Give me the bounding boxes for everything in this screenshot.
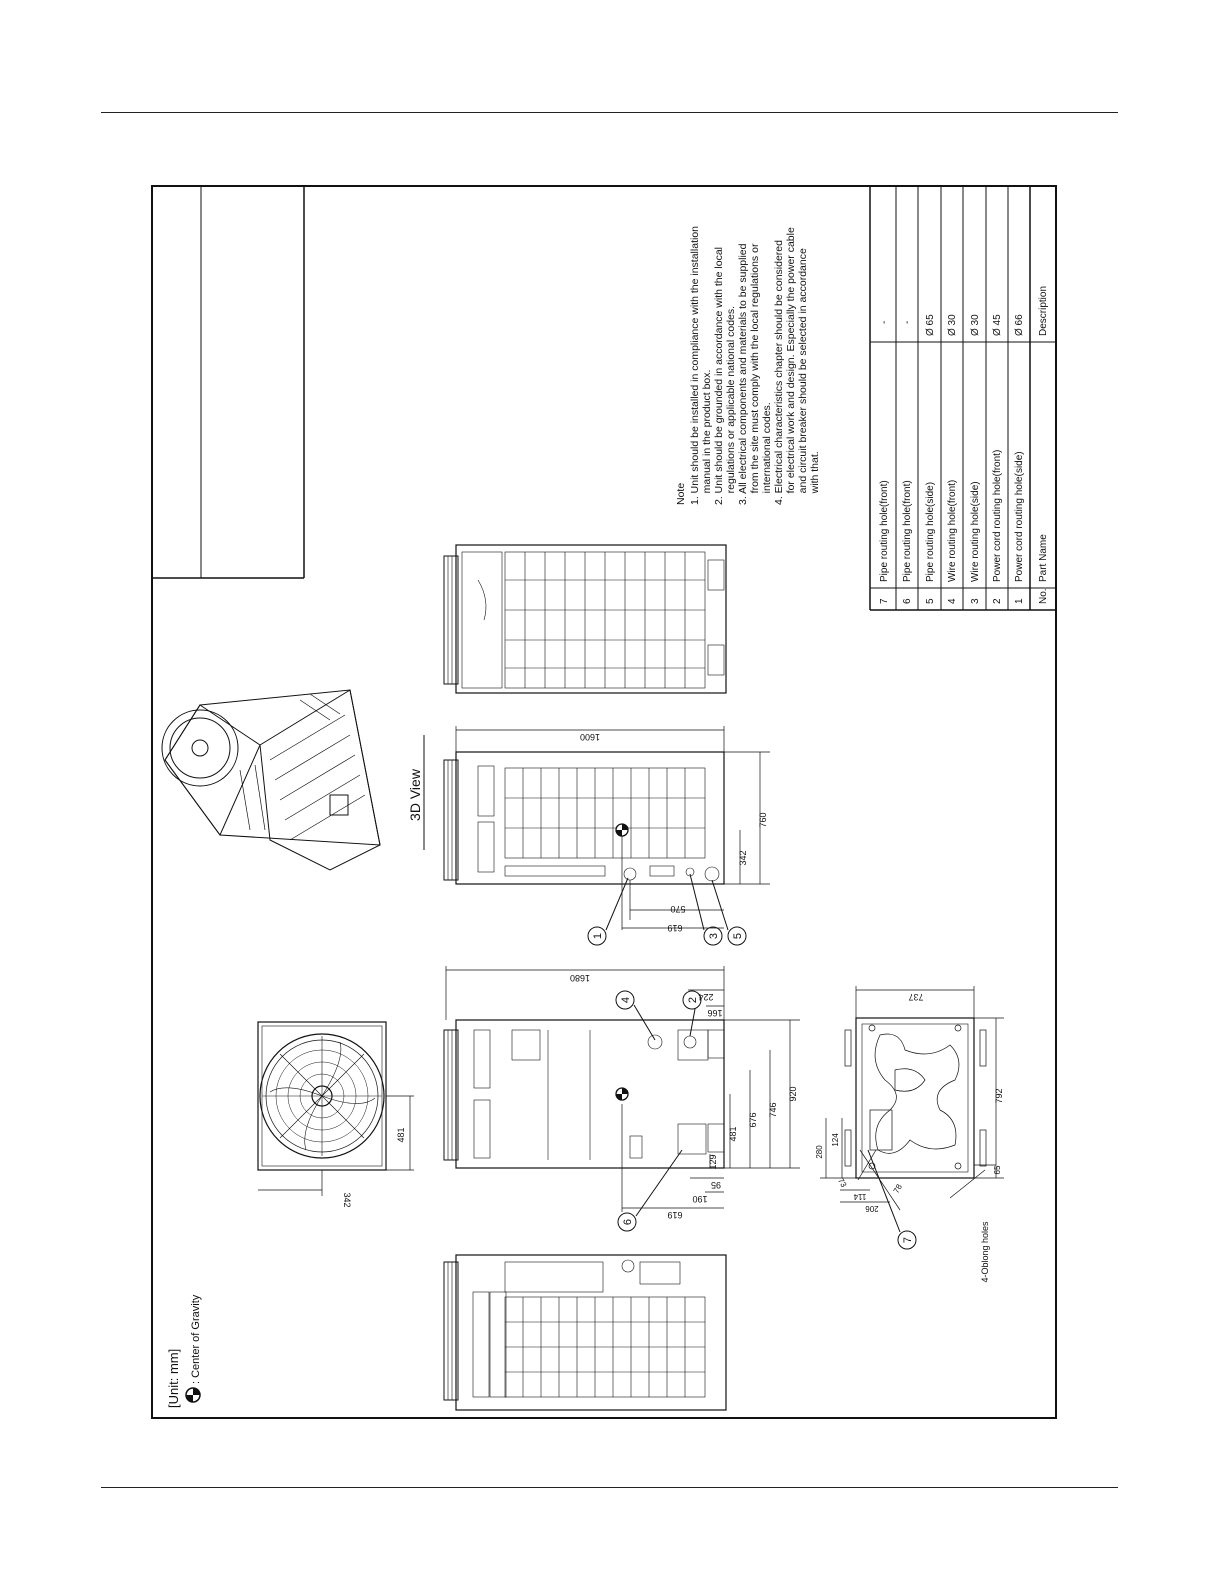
row-6-desc: - <box>902 320 913 324</box>
unit-label: [Unit: mm] <box>166 1348 181 1408</box>
dim-front-676: 676 <box>748 1112 758 1128</box>
unit-legend <box>166 1294 202 1408</box>
row-3-no: 3 <box>970 598 981 604</box>
dim-side-760: 760 <box>758 812 768 828</box>
callout-6: 6 <box>622 1218 634 1226</box>
dim-base-206: 206 <box>865 1204 879 1213</box>
top-view-fan <box>258 1022 386 1170</box>
dim-base-73: 73 <box>836 1176 849 1189</box>
note-line-9: for electrical work and design. Especially the power cable <box>785 227 797 505</box>
callout-1: 1 <box>592 932 604 940</box>
row-2-desc: Ø 45 <box>992 314 1003 336</box>
dim-base-737: 737 <box>908 992 924 1002</box>
row-3-name: Wire routing hole(side) <box>970 481 981 582</box>
dim-top-481: 481 <box>396 1127 406 1143</box>
front-panel-view <box>444 545 726 693</box>
row-2-no: 2 <box>992 598 1003 604</box>
dim-base-124: 124 <box>831 1133 840 1147</box>
side-view-rear <box>444 1255 726 1410</box>
note-line-11: with that. <box>809 451 821 505</box>
callout-4: 4 <box>620 996 632 1004</box>
row-6-name: Pipe routing hole(front) <box>902 480 913 582</box>
note-line-1: 1. Unit should be installed in compliance with the installation <box>689 226 701 505</box>
dim-front-95: 95 <box>710 1180 722 1190</box>
row-5-desc: Ø 65 <box>925 314 936 336</box>
dim-side-342: 342 <box>738 850 748 866</box>
row-4-name: Wire routing hole(front) <box>947 479 958 582</box>
dim-front-1680: 1680 <box>569 973 591 983</box>
callout-7: 7 <box>902 1236 914 1244</box>
base-view <box>845 1018 986 1178</box>
row-2-name: Power cord routing hole(front) <box>992 449 1003 582</box>
row-5-no: 5 <box>925 598 936 604</box>
row-1-name: Power cord routing hole(side) <box>1014 451 1025 582</box>
cog-label: : Center of Gravity <box>190 1294 202 1384</box>
note-line-3: 2. Unit should be grounded in accordance with the local <box>713 247 725 505</box>
title-block <box>152 186 304 578</box>
row-4-no: 4 <box>947 598 958 604</box>
note-title: Note <box>675 482 687 505</box>
note-line-7: international codes. <box>761 402 773 505</box>
dim-front-224: 224 <box>698 992 714 1002</box>
parts-table <box>870 186 1056 610</box>
dim-front-481: 481 <box>728 1126 738 1142</box>
note-line-4: regulations or applicable national codes. <box>725 305 737 505</box>
top-view-dimensions <box>258 1096 414 1196</box>
dim-base-114: 114 <box>853 1192 867 1201</box>
row-7-desc: - <box>879 320 890 324</box>
row-4-desc: Ø 30 <box>947 314 958 336</box>
callout-3: 3 <box>708 932 720 940</box>
dim-side-1600: 1600 <box>579 732 601 742</box>
view-label-3d: 3D View <box>407 769 423 821</box>
header-description: Description <box>1038 285 1049 336</box>
note-line-8: 4. Electrical characteristics chapter should be considered <box>773 240 785 505</box>
side-view-right <box>444 752 724 884</box>
base-view-dimensions <box>820 986 1004 1210</box>
sheet-border <box>152 186 1056 1418</box>
note-line-6: from the site must comply with the local regulations or <box>749 243 761 505</box>
dim-base-792: 792 <box>994 1088 1004 1104</box>
dim-base-78: 78 <box>891 1182 904 1195</box>
front-view <box>444 1020 724 1168</box>
callout-5: 5 <box>732 932 744 940</box>
base-holes-label: 4-Oblong holes <box>980 1221 990 1283</box>
front-cog-icon <box>616 1088 628 1100</box>
note-line-10: and circuit breaker should be selected in accordance <box>797 248 809 505</box>
notes-block <box>675 226 821 505</box>
isometric-view <box>162 690 380 870</box>
note-line-5: 3. All electrical components and materials to be supplied <box>737 243 749 505</box>
dim-side-619: 619 <box>667 923 683 933</box>
dim-side-570: 570 <box>670 904 686 914</box>
dim-front-920: 920 <box>788 1086 798 1102</box>
header-part-name: Part Name <box>1038 534 1049 582</box>
row-1-desc: Ø 66 <box>1014 314 1025 336</box>
dim-front-746: 746 <box>768 1102 778 1118</box>
side-cog-icon <box>616 824 628 836</box>
row-3-desc: Ø 30 <box>970 314 981 336</box>
parts-table-text <box>879 286 1049 604</box>
dim-base-65: 65 <box>993 1165 1002 1175</box>
row-1-no: 1 <box>1014 598 1025 604</box>
callout-2: 2 <box>687 996 699 1004</box>
dim-top-342: 342 <box>342 1192 352 1208</box>
header-no: No. <box>1038 588 1049 604</box>
row-7-no: 7 <box>879 598 890 604</box>
note-line-2: manual in the product box. <box>701 369 713 505</box>
cog-symbol-icon <box>186 1388 200 1402</box>
dim-front-129: 129 <box>708 1154 718 1170</box>
row-5-name: Pipe routing hole(side) <box>925 481 936 582</box>
dim-front-190: 190 <box>692 1194 708 1204</box>
row-7-name: Pipe routing hole(front) <box>879 480 890 582</box>
dim-front-166: 166 <box>707 1008 723 1018</box>
dim-front-619: 619 <box>667 1210 683 1220</box>
row-6-no: 6 <box>902 598 913 604</box>
dim-base-280: 280 <box>815 1145 824 1159</box>
